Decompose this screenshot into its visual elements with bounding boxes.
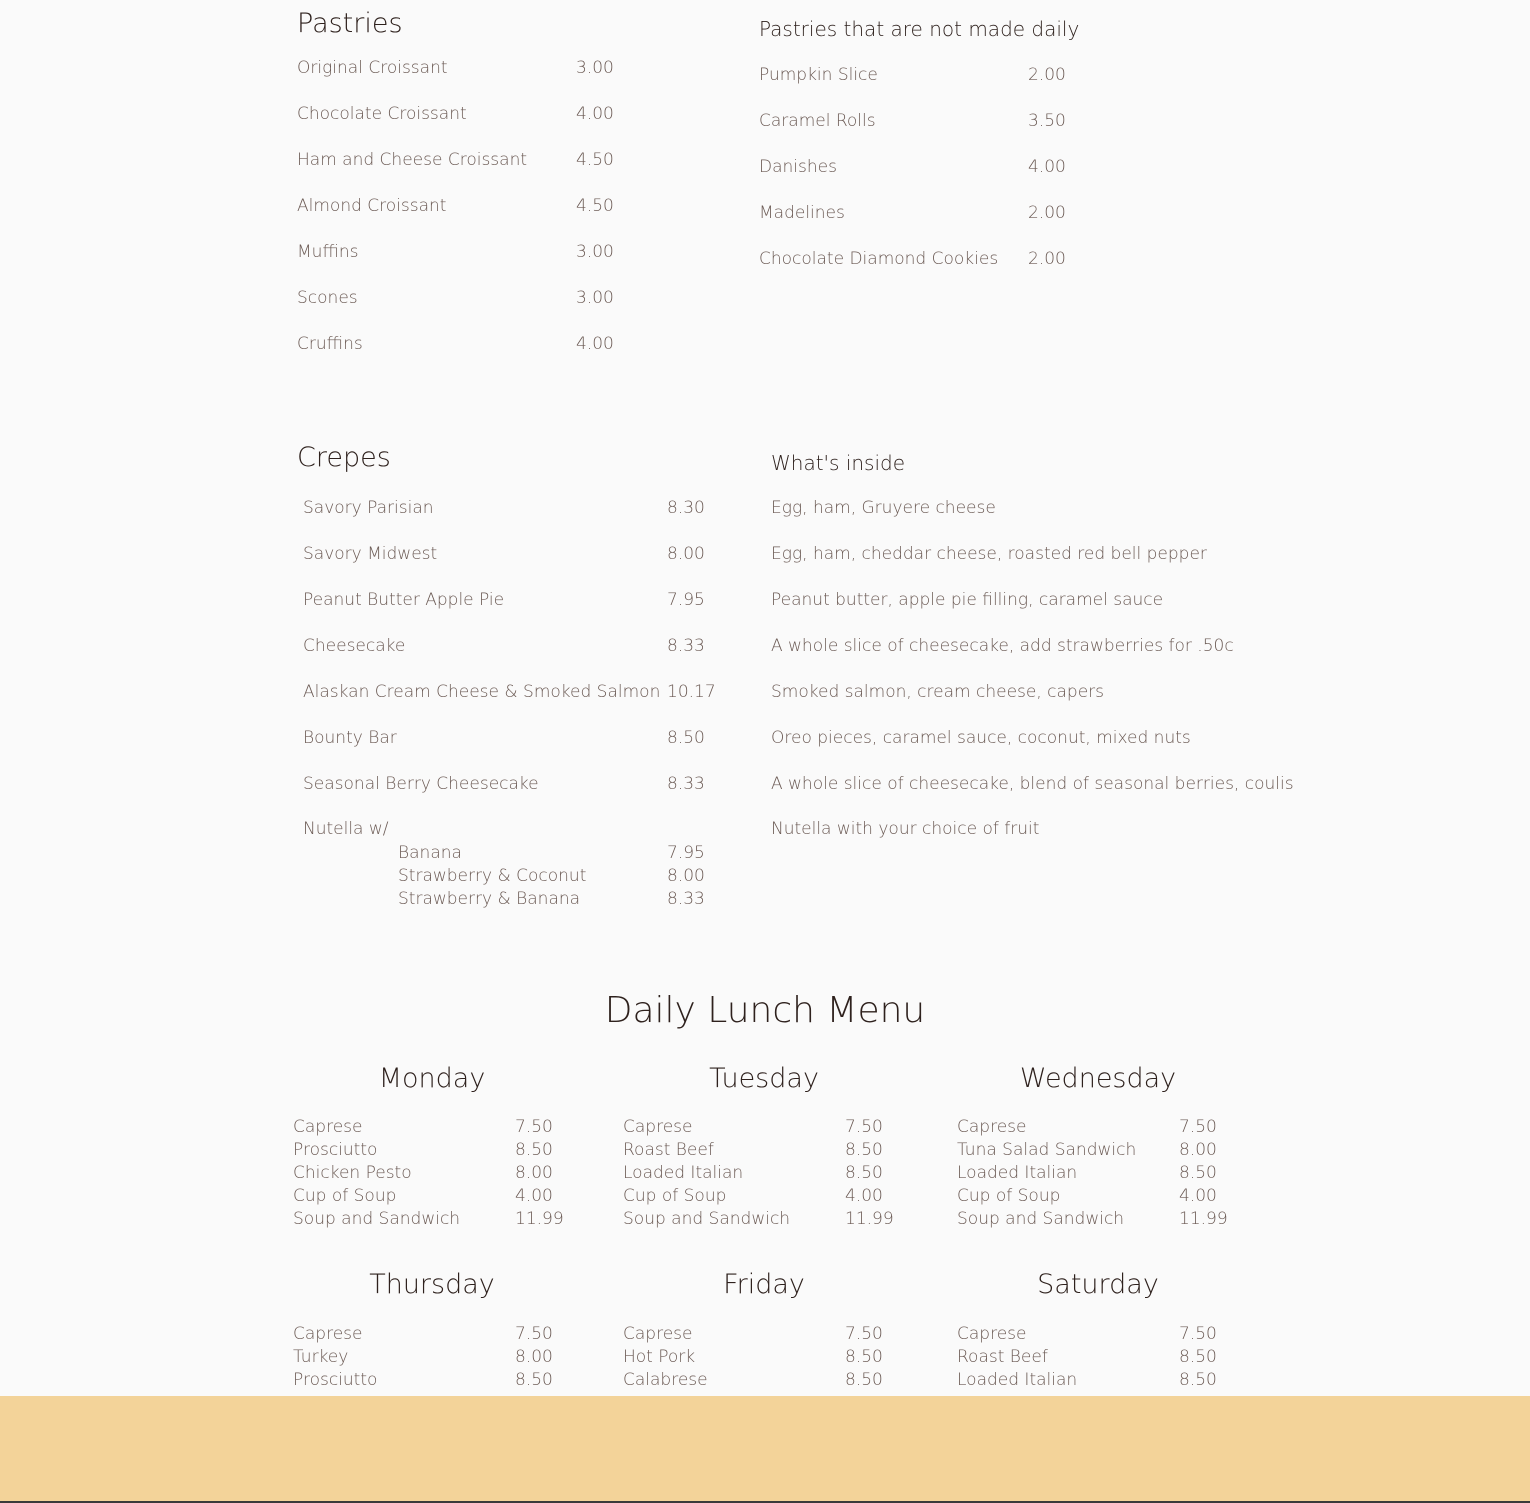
lunch-item-price: 4.00 bbox=[515, 1186, 553, 1206]
lunch-item-price: 7.50 bbox=[1179, 1324, 1217, 1344]
pastry-price: 4.50 bbox=[576, 150, 614, 170]
nutella-option-name: Strawberry & Banana bbox=[398, 889, 581, 909]
pastries-heading: Pastries bbox=[297, 8, 403, 39]
crepe-price: 8.00 bbox=[667, 544, 705, 564]
pastry-name: Chocolate Croissant bbox=[297, 104, 467, 124]
day-heading-tuesday: Tuesday bbox=[709, 1063, 819, 1094]
lunch-item-price: 8.50 bbox=[1179, 1347, 1217, 1367]
nutella-option-name: Strawberry & Coconut bbox=[398, 866, 587, 886]
lunch-item-name: Loaded Italian bbox=[623, 1163, 744, 1183]
lunch-item-price: 7.50 bbox=[845, 1324, 883, 1344]
pastry-nd-price: 2.00 bbox=[1028, 203, 1066, 223]
lunch-item-price: 8.00 bbox=[515, 1347, 553, 1367]
crepe-price: 8.30 bbox=[667, 498, 705, 518]
pastry-name: Ham and Cheese Croissant bbox=[297, 150, 528, 170]
pastry-nd-name: Caramel Rolls bbox=[759, 111, 876, 131]
pastry-nd-price: 4.00 bbox=[1028, 157, 1066, 177]
day-heading-monday: Monday bbox=[378, 1063, 486, 1094]
pastry-nd-price: 2.00 bbox=[1028, 65, 1066, 85]
lunch-item-price: 11.99 bbox=[1179, 1209, 1228, 1229]
day-heading-friday: Friday bbox=[723, 1269, 805, 1300]
crepe-description: Oreo pieces, caramel sauce, coconut, mixed nuts bbox=[771, 728, 1191, 748]
pastry-name: Almond Croissant bbox=[297, 196, 447, 216]
pastry-nd-price: 3.50 bbox=[1028, 111, 1066, 131]
crepe-name: Bounty Bar bbox=[303, 728, 397, 748]
lunch-item-price: 11.99 bbox=[845, 1209, 894, 1229]
lunch-item-name: Loaded Italian bbox=[957, 1163, 1078, 1183]
pastry-name: Cruffins bbox=[297, 334, 363, 354]
lunch-item-price: 8.50 bbox=[515, 1140, 553, 1160]
pastry-nd-name: Madelines bbox=[759, 203, 845, 223]
day-heading-saturday: Saturday bbox=[1037, 1269, 1159, 1300]
lunch-item-name: Caprese bbox=[957, 1117, 1027, 1137]
lunch-item-price: 8.50 bbox=[845, 1370, 883, 1390]
lunch-item-price: 8.50 bbox=[845, 1347, 883, 1367]
whats-inside-heading: What's inside bbox=[771, 451, 906, 475]
crepe-name: Savory Parisian bbox=[303, 498, 434, 518]
nutella-option-price: 8.00 bbox=[667, 866, 705, 886]
crepe-price: 8.33 bbox=[667, 636, 705, 656]
crepe-description: Smoked salmon, cream cheese, capers bbox=[771, 682, 1105, 702]
lunch-item-name: Caprese bbox=[623, 1324, 693, 1344]
pastry-price: 3.00 bbox=[576, 242, 614, 262]
crepe-description: A whole slice of cheesecake, blend of seasonal berries, coulis bbox=[771, 774, 1294, 794]
lunch-item-price: 11.99 bbox=[515, 1209, 564, 1229]
nutella-description: Nutella with your choice of fruit bbox=[771, 819, 1040, 839]
crepe-price: 10.17 bbox=[667, 682, 716, 702]
lunch-item-name: Soup and Sandwich bbox=[623, 1209, 791, 1229]
pastry-name: Muffins bbox=[297, 242, 359, 262]
lunch-item-price: 7.50 bbox=[515, 1324, 553, 1344]
lunch-item-name: Cup of Soup bbox=[623, 1186, 727, 1206]
lunch-item-name: Cup of Soup bbox=[293, 1186, 397, 1206]
crepe-name: Peanut Butter Apple Pie bbox=[303, 590, 505, 610]
lunch-item-price: 8.00 bbox=[1179, 1140, 1217, 1160]
pastry-price: 3.00 bbox=[576, 288, 614, 308]
nutella-option-price: 8.33 bbox=[667, 889, 705, 909]
footer-band bbox=[0, 1396, 1530, 1501]
crepe-price: 7.95 bbox=[667, 590, 705, 610]
pastry-nd-name: Chocolate Diamond Cookies bbox=[759, 249, 999, 269]
lunch-item-name: Roast Beef bbox=[623, 1140, 714, 1160]
lunch-item-name: Loaded Italian bbox=[957, 1370, 1078, 1390]
lunch-item-name: Turkey bbox=[293, 1347, 349, 1367]
pastry-price: 3.00 bbox=[576, 58, 614, 78]
lunch-item-name: Caprese bbox=[623, 1117, 693, 1137]
pastry-price: 4.00 bbox=[576, 104, 614, 124]
lunch-item-name: Prosciutto bbox=[293, 1140, 378, 1160]
lunch-item-name: Roast Beef bbox=[957, 1347, 1048, 1367]
crepe-name: Cheesecake bbox=[303, 636, 406, 656]
pastry-name: Original Croissant bbox=[297, 58, 448, 78]
lunch-item-name: Soup and Sandwich bbox=[293, 1209, 461, 1229]
lunch-item-price: 7.50 bbox=[845, 1117, 883, 1137]
lunch-item-name: Caprese bbox=[293, 1117, 363, 1137]
day-heading-thursday: Thursday bbox=[369, 1269, 495, 1300]
crepe-description: Egg, ham, cheddar cheese, roasted red bell pepper bbox=[771, 544, 1207, 564]
crepe-description: Peanut butter, apple pie filling, caramel sauce bbox=[771, 590, 1164, 610]
crepe-price: 8.50 bbox=[667, 728, 705, 748]
lunch-item-name: Tuna Salad Sandwich bbox=[957, 1140, 1137, 1160]
crepe-price: 8.33 bbox=[667, 774, 705, 794]
day-heading-wednesday: Wednesday bbox=[1019, 1063, 1177, 1094]
lunch-item-price: 7.50 bbox=[515, 1117, 553, 1137]
lunch-item-price: 8.00 bbox=[515, 1163, 553, 1183]
pastry-nd-name: Pumpkin Slice bbox=[759, 65, 878, 85]
pastry-name: Scones bbox=[297, 288, 358, 308]
lunch-item-price: 8.50 bbox=[1179, 1163, 1217, 1183]
lunch-item-name: Cup of Soup bbox=[957, 1186, 1061, 1206]
nutella-option-name: Banana bbox=[398, 843, 462, 863]
crepe-name: Alaskan Cream Cheese & Smoked Salmon bbox=[303, 682, 661, 702]
lunch-item-name: Caprese bbox=[957, 1324, 1027, 1344]
pastry-price: 4.00 bbox=[576, 334, 614, 354]
lunch-item-price: 4.00 bbox=[1179, 1186, 1217, 1206]
lunch-item-name: Caprese bbox=[293, 1324, 363, 1344]
nutella-option-price: 7.95 bbox=[667, 843, 705, 863]
lunch-item-price: 8.50 bbox=[845, 1140, 883, 1160]
lunch-item-price: 8.50 bbox=[1179, 1370, 1217, 1390]
lunch-item-name: Hot Pork bbox=[623, 1347, 696, 1367]
crepes-heading: Crepes bbox=[297, 442, 391, 473]
pastry-nd-name: Danishes bbox=[759, 157, 837, 177]
lunch-menu-title: Daily Lunch Menu bbox=[604, 990, 926, 1031]
lunch-item-price: 7.50 bbox=[1179, 1117, 1217, 1137]
lunch-item-name: Calabrese bbox=[623, 1370, 708, 1390]
lunch-item-price: 8.50 bbox=[845, 1163, 883, 1183]
nutella-label: Nutella w/ bbox=[303, 819, 389, 839]
lunch-item-name: Chicken Pesto bbox=[293, 1163, 412, 1183]
lunch-item-price: 4.00 bbox=[845, 1186, 883, 1206]
crepe-description: A whole slice of cheesecake, add strawberries for .50c bbox=[771, 636, 1234, 656]
pastry-price: 4.50 bbox=[576, 196, 614, 216]
pastries-not-daily-heading: Pastries that are not made daily bbox=[759, 17, 1080, 41]
lunch-item-name: Prosciutto bbox=[293, 1370, 378, 1390]
crepe-description: Egg, ham, Gruyere cheese bbox=[771, 498, 996, 518]
lunch-item-name: Soup and Sandwich bbox=[957, 1209, 1125, 1229]
pastry-nd-price: 2.00 bbox=[1028, 249, 1066, 269]
lunch-item-price: 8.50 bbox=[515, 1370, 553, 1390]
crepe-name: Seasonal Berry Cheesecake bbox=[303, 774, 539, 794]
crepe-name: Savory Midwest bbox=[303, 544, 438, 564]
